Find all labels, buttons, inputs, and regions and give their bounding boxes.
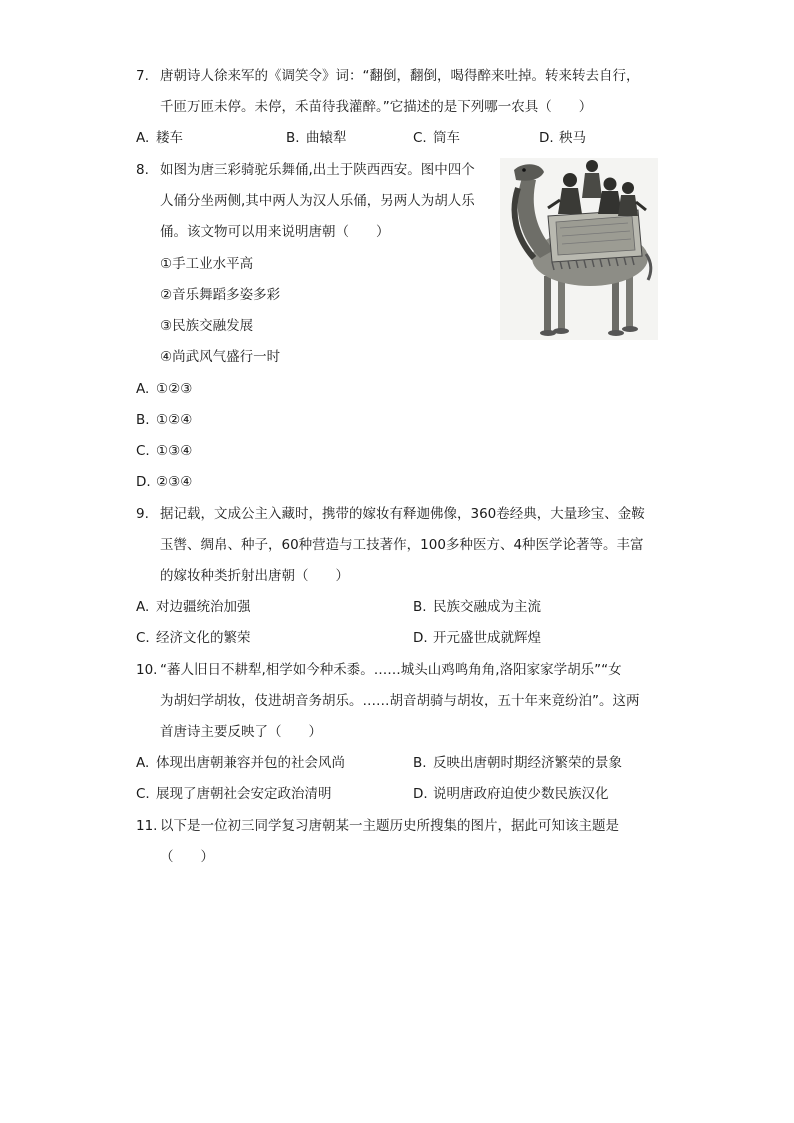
q10-number: 10.: [136, 662, 158, 678]
q9-line-1: [136, 504, 645, 524]
q9-stem-1: 据记载，文成公主入藏时，携带的嫁妆有释迦佛像，360卷经典，大量珍宝、金鞍: [160, 506, 645, 522]
q7-option-c[interactable]: C. 筒车: [413, 130, 460, 146]
q8-stem-3: 俑。该文物可以用来说明唐朝（ ）: [160, 224, 390, 240]
q9-option-b[interactable]: B. 民族交融成为主流: [413, 599, 541, 615]
q7-option-d[interactable]: D. 秧马: [539, 130, 586, 146]
q8-option-c[interactable]: C. ①③④: [136, 443, 193, 459]
q8-stem-1: 如图为唐三彩骑驼乐舞俑,出土于陕西西安。图中四个: [160, 162, 475, 178]
q10-option-b[interactable]: B. 反映出唐朝时期经济繁荣的景象: [413, 755, 622, 771]
q11-stem-1: 以下是一位初三同学复习唐朝某一主题历史所搜集的图片，据此可知该主题是: [160, 818, 619, 834]
q8-item-4: ④尚武风气盛行一时: [160, 349, 281, 365]
q8-number: 8.: [136, 162, 149, 178]
q7-stem-2: 千匝万匝未停。未停，禾苗待我灌醉。”它描述的是下列哪一农具（ ）: [160, 99, 593, 115]
q9-option-c[interactable]: C. 经济文化的繁荣: [136, 630, 251, 646]
q11-number: 11.: [136, 818, 158, 834]
q8-option-d[interactable]: D. ②③④: [136, 474, 193, 490]
q9-option-d[interactable]: D. 开元盛世成就辉煌: [413, 630, 541, 646]
q10-option-c[interactable]: C. 展现了唐朝社会安定政治清明: [136, 786, 332, 802]
q7-number: 7.: [136, 68, 149, 84]
q7-line-1: [136, 66, 640, 86]
q9-stem-3: 的嫁妆种类折射出唐朝（ ）: [160, 568, 349, 584]
q8-item-3: ③民族交融发展: [160, 318, 254, 334]
q8-item-2: ②音乐舞蹈多姿多彩: [160, 287, 281, 303]
q7-stem-1: 唐朝诗人徐来军的《调笑令》词：“翻倒，翻倒，喝得醉来吐掉。转来转去自行，: [160, 68, 640, 84]
q8-option-b[interactable]: B. ①②④: [136, 412, 193, 428]
q10-stem-1: “蕃人旧日不耕犁,相学如今种禾黍。……城头山鸡鸣角角,洛阳家家学胡乐”“女: [160, 662, 622, 678]
q10-stem-3: 首唐诗主要反映了（ ）: [160, 724, 322, 740]
q9-stem-2: 玉辔、绸帛、种子，60种营造与工技著作，100多种医方、4种医学论著等。丰富: [160, 537, 644, 553]
q8-option-a[interactable]: A. ①②③: [136, 381, 193, 397]
q7-option-b[interactable]: B. 曲辕犁: [286, 130, 347, 146]
q10-option-a[interactable]: A. 体现出唐朝兼容并包的社会风尚: [136, 755, 345, 771]
q9-number: 9.: [136, 506, 149, 522]
q8-stem-2: 人俑分坐两侧,其中两人为汉人乐俑，另两人为胡人乐: [160, 193, 475, 209]
q9-option-a[interactable]: A. 对边疆统治加强: [136, 599, 251, 615]
q10-line-1: [136, 660, 622, 680]
camel-figurine-image: [500, 158, 658, 340]
q10-option-d[interactable]: D. 说明唐政府迫使少数民族汉化: [413, 786, 609, 802]
q7-option-a[interactable]: A. 耧车: [136, 130, 183, 146]
q8-line-1: [136, 160, 475, 180]
q11-stem-2: （ ）: [160, 849, 214, 865]
q8-item-1: ①手工业水平高: [160, 256, 254, 272]
q10-stem-2: 为胡妇学胡妆，伎进胡音务胡乐。……胡音胡骑与胡妆，五十年来竟纷泊”。这两: [160, 693, 640, 709]
camel-figurine-drawing: [500, 158, 658, 340]
q11-line-1: [136, 816, 619, 836]
